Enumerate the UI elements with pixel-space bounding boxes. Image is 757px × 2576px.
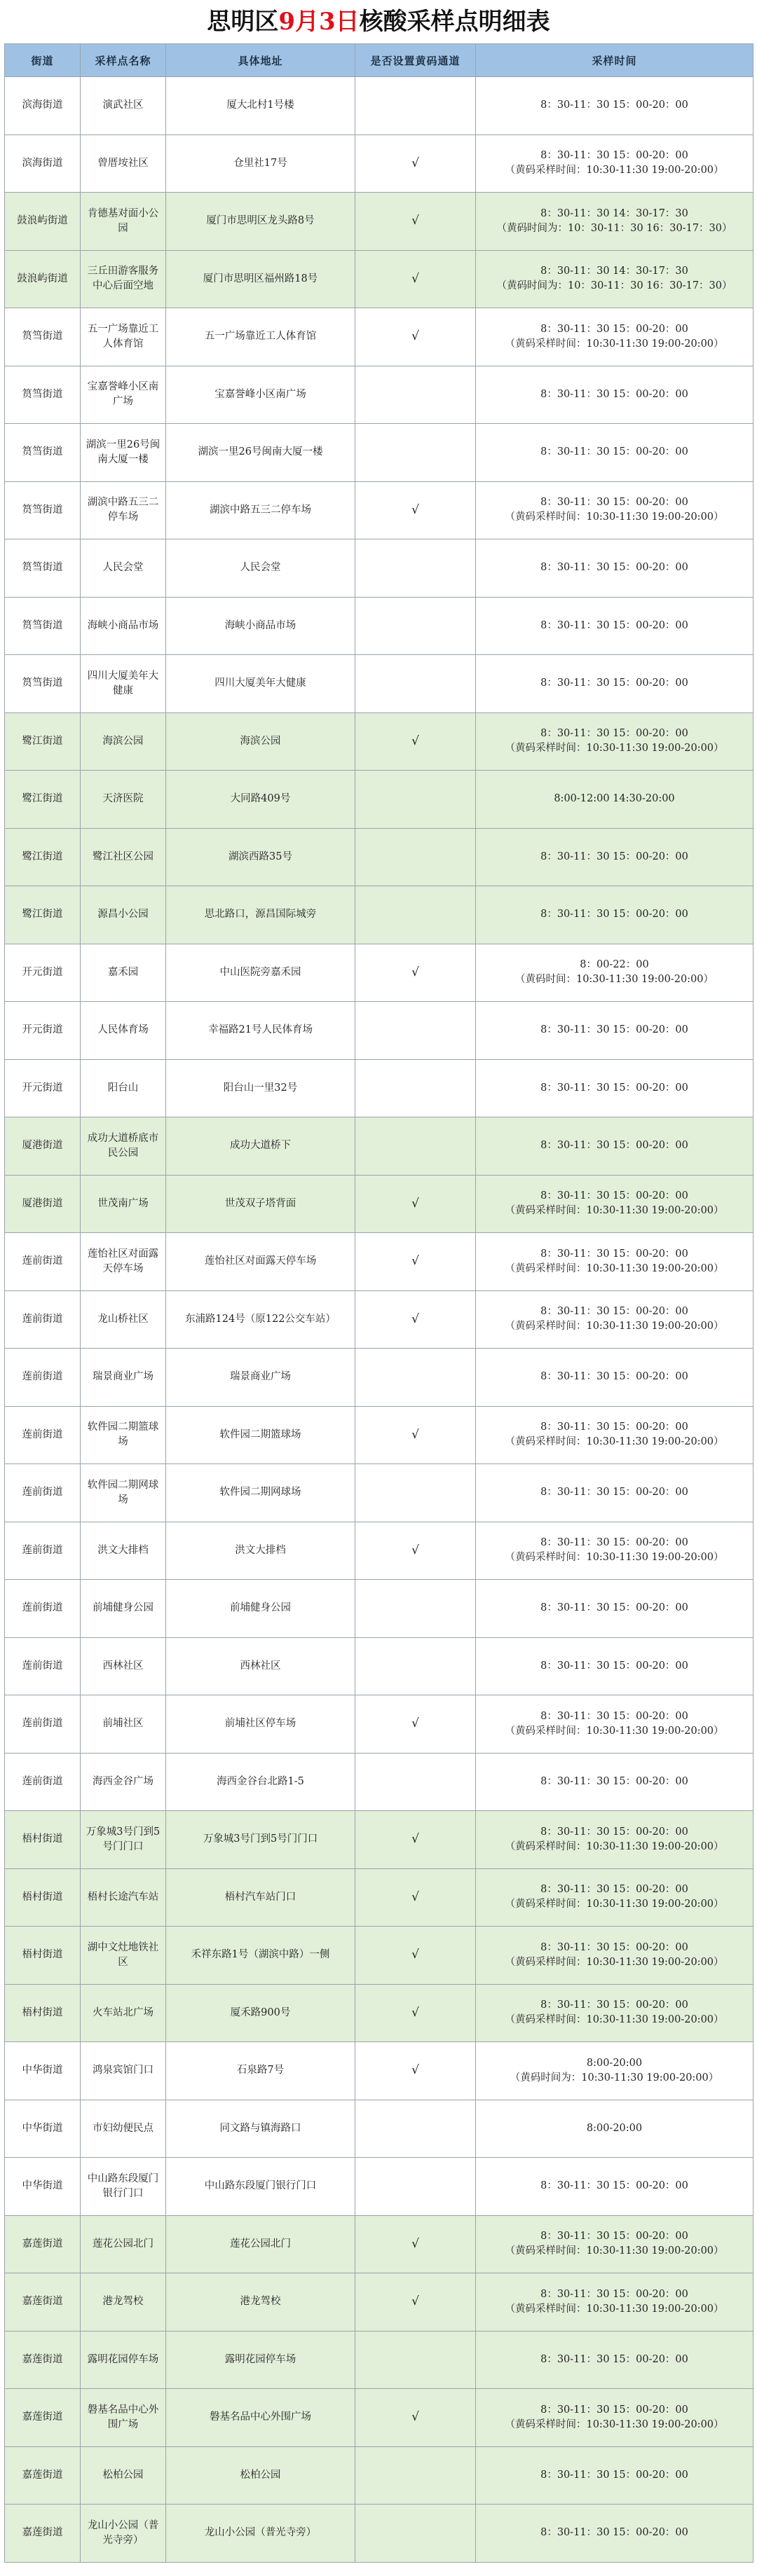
cell-site-name: 软件园二期篮球场: [81, 1406, 166, 1464]
cell-yellow-channel: [355, 2446, 476, 2505]
cell-sampling-time: 8：30-11：30 15：00-20：00 （黄码采样时间：10:30-11:30 19:00-20:00）: [476, 1927, 753, 1985]
cell-site-name: 万象城3号门到5号门门口: [81, 1811, 166, 1869]
table-row: [5, 77, 753, 135]
cell-street: 嘉莲街道: [5, 2273, 81, 2332]
cell-street: 鼓浪屿街道: [5, 250, 81, 308]
cell-address: 洪文大排档: [166, 1522, 355, 1580]
cell-site-name: 港龙驾校: [81, 2273, 166, 2332]
cell-yellow-channel: √: [355, 193, 476, 251]
cell-street: 梧村街道: [5, 1984, 81, 2042]
table-row: [5, 308, 753, 366]
cell-sampling-time: 8：30-11：30 15：00-20：00 （黄码采样时间：10:30-11:30 19:00-20:00）: [476, 1290, 753, 1349]
table-row: [5, 1637, 753, 1695]
cell-yellow-channel: √: [355, 2042, 476, 2100]
cell-sampling-time: 8：30-11：30 15：00-20：00 （黄码采样时间：10:30-11:30 19:00-20:00）: [476, 1233, 753, 1291]
cell-site-name: 磐基名品中心外围广场: [81, 2389, 166, 2447]
cell-address: 湖滨一里26号闽南大厦一楼: [166, 424, 355, 482]
table-row: [5, 193, 753, 251]
cell-site-name: 前埔健身公园: [81, 1580, 166, 1638]
cell-sampling-time: 8:00-20:00 （黄码时间为：10:30-11:30 19:00-20:00）: [476, 2042, 753, 2100]
cell-yellow-channel: √: [355, 308, 476, 366]
cell-sampling-time: 8：30-11：30 15：00-20：00 （黄码采样时间：10:30-11:30 19:00-20:00）: [476, 1406, 753, 1464]
cell-sampling-time: 8：30-11：30 14：30-17：30 （黄码时间为：10：30-11：30 16：30-17：30）: [476, 250, 753, 308]
cell-sampling-time: 8：30-11：30 15：00-20：00: [476, 1002, 753, 1060]
cell-yellow-channel: √: [355, 1233, 476, 1291]
cell-address: 石泉路7号: [166, 2042, 355, 2100]
cell-yellow-channel: [355, 2158, 476, 2216]
cell-yellow-channel: [355, 771, 476, 829]
cell-site-name: 松柏公园: [81, 2446, 166, 2505]
table-row: [5, 2273, 753, 2332]
cell-street: 鹭江街道: [5, 886, 81, 944]
cell-sampling-time: 8：30-11：30 15：00-20：00 （黄码采样时间：10:30-11:30 19:00-20:00）: [476, 1811, 753, 1869]
cell-sampling-time: 8：30-11：30 15：00-20：00: [476, 597, 753, 655]
cell-address: 梧村汽车站门口: [166, 1868, 355, 1927]
cell-street: 筼筜街道: [5, 481, 81, 539]
table-row: [5, 1927, 753, 1985]
cell-site-name: 瑞景商业广场: [81, 1349, 166, 1407]
cell-street: 嘉莲街道: [5, 2389, 81, 2447]
table-row: [5, 1406, 753, 1464]
title-suffix: 核酸采样点明细表: [359, 8, 550, 36]
cell-sampling-time: 8：30-11：30 15：00-20：00: [476, 2505, 753, 2563]
cell-site-name: 海西金谷广场: [81, 1753, 166, 1811]
table-row: [5, 366, 753, 424]
cell-yellow-channel: √: [355, 1984, 476, 2042]
cell-site-name: 洪文大排档: [81, 1522, 166, 1580]
cell-site-name: 莲怡社区对面露天停车场: [81, 1233, 166, 1291]
cell-yellow-channel: √: [355, 1290, 476, 1349]
cell-street: 开元街道: [5, 1002, 81, 1060]
table-row: [5, 1117, 753, 1176]
cell-address: 海滨公园: [166, 712, 355, 771]
header-street: 街道: [5, 44, 81, 77]
sampling-sheet: [4, 0, 753, 2563]
cell-address: 前埔社区停车场: [166, 1695, 355, 1754]
cell-site-name: 人民体育场: [81, 1002, 166, 1060]
table-row: [5, 1984, 753, 2042]
cell-sampling-time: 8：30-11：30 15：00-20：00: [476, 2331, 753, 2389]
cell-site-name: 湖滨中路五三二停车场: [81, 481, 166, 539]
cell-sampling-time: 8：30-11：30 15：00-20：00: [476, 655, 753, 713]
cell-site-name: 软件园二期网球场: [81, 1464, 166, 1522]
title-prefix: 思明区: [207, 8, 279, 36]
cell-yellow-channel: [355, 77, 476, 135]
cell-sampling-time: 8：30-11：30 15：00-20：00 （黄码采样时间：10:30-11:30 19:00-20:00）: [476, 1868, 753, 1927]
table-row: [5, 1059, 753, 1117]
cell-site-name: 五一广场靠近工人体育馆: [81, 308, 166, 366]
cell-sampling-time: 8：30-11：30 15：00-20：00: [476, 77, 753, 135]
table-row: [5, 2446, 753, 2505]
cell-address: 厦门市思明区福州路18号: [166, 250, 355, 308]
cell-street: 莲前街道: [5, 1753, 81, 1811]
table-row: [5, 1522, 753, 1580]
cell-yellow-channel: [355, 597, 476, 655]
cell-address: 厦大北村1号楼: [166, 77, 355, 135]
cell-address: 阳台山一里32号: [166, 1059, 355, 1117]
cell-street: 筼筜街道: [5, 539, 81, 598]
sampling-table: [4, 43, 753, 2563]
cell-sampling-time: 8：00-22：00 （黄码时间：10:30-11:30 19:00-20:00）: [476, 944, 753, 1002]
cell-site-name: 三丘田游客服务中心后面空地: [81, 250, 166, 308]
cell-address: 中山路东段厦门银行门口: [166, 2158, 355, 2216]
cell-site-name: 火车站北广场: [81, 1984, 166, 2042]
cell-address: 大同路409号: [166, 771, 355, 829]
table-row: [5, 2042, 753, 2100]
cell-yellow-channel: √: [355, 2215, 476, 2273]
cell-street: 中华街道: [5, 2100, 81, 2158]
cell-street: 嘉莲街道: [5, 2446, 81, 2505]
cell-address: 莲花公园北门: [166, 2215, 355, 2273]
cell-site-name: 肯德基对面小公园: [81, 193, 166, 251]
cell-address: 成功大道桥下: [166, 1117, 355, 1176]
cell-yellow-channel: [355, 655, 476, 713]
cell-address: 港龙驾校: [166, 2273, 355, 2332]
cell-address: 世茂双子塔背面: [166, 1175, 355, 1233]
table-row: [5, 1002, 753, 1060]
cell-site-name: 西林社区: [81, 1637, 166, 1695]
cell-street: 鼓浪屿街道: [5, 193, 81, 251]
cell-yellow-channel: [355, 1117, 476, 1176]
table-row: [5, 1349, 753, 1407]
cell-street: 梧村街道: [5, 1868, 81, 1927]
cell-street: 厦港街道: [5, 1175, 81, 1233]
table-row: [5, 1868, 753, 1927]
table-row: [5, 771, 753, 829]
cell-address: 厦禾路900号: [166, 1984, 355, 2042]
cell-address: 海峡小商品市场: [166, 597, 355, 655]
cell-yellow-channel: √: [355, 1406, 476, 1464]
table-row: [5, 1464, 753, 1522]
table-row: [5, 886, 753, 944]
cell-address: 莲怡社区对面露天停车场: [166, 1233, 355, 1291]
cell-yellow-channel: √: [355, 481, 476, 539]
cell-site-name: 露明花园停车场: [81, 2331, 166, 2389]
cell-address: 露明花园停车场: [166, 2331, 355, 2389]
table-row: [5, 1811, 753, 1869]
cell-street: 嘉莲街道: [5, 2215, 81, 2273]
cell-street: 莲前街道: [5, 1290, 81, 1349]
cell-address: 禾祥东路1号（湖滨中路）一侧: [166, 1927, 355, 1985]
cell-sampling-time: 8：30-11：30 15：00-20：00: [476, 828, 753, 886]
cell-site-name: 梧村长途汽车站: [81, 1868, 166, 1927]
cell-address: 前埔健身公园: [166, 1580, 355, 1638]
cell-yellow-channel: [355, 1753, 476, 1811]
cell-sampling-time: 8：30-11：30 15：00-20：00 （黄码采样时间：10:30-11:30 19:00-20:00）: [476, 712, 753, 771]
cell-yellow-channel: √: [355, 1927, 476, 1985]
cell-site-name: 海峡小商品市场: [81, 597, 166, 655]
cell-yellow-channel: √: [355, 1522, 476, 1580]
cell-yellow-channel: √: [355, 2273, 476, 2332]
cell-address: 万象城3号门到5号门门口: [166, 1811, 355, 1869]
table-row: [5, 1233, 753, 1291]
cell-sampling-time: 8：30-11：30 14：30-17：30 （黄码时间为：10：30-11：30 16：30-17：30）: [476, 193, 753, 251]
cell-address: 仓里社17号: [166, 135, 355, 193]
cell-sampling-time: 8：30-11：30 15：00-20：00: [476, 2446, 753, 2505]
title-date: 9月3日: [278, 8, 360, 36]
table-row: [5, 1290, 753, 1349]
cell-sampling-time: 8：30-11：30 15：00-20：00: [476, 424, 753, 482]
cell-site-name: 龙山桥社区: [81, 1290, 166, 1349]
table-row: [5, 481, 753, 539]
cell-yellow-channel: √: [355, 944, 476, 1002]
cell-sampling-time: 8：30-11：30 15：00-20：00 （黄码采样时间：10:30-11:30 19:00-20:00）: [476, 1175, 753, 1233]
cell-yellow-channel: [355, 2331, 476, 2389]
cell-sampling-time: 8：30-11：30 15：00-20：00 （黄码采样时间：10:30-11:30 19:00-20:00）: [476, 2273, 753, 2332]
cell-site-name: 龙山小公园（普光寺旁）: [81, 2505, 166, 2563]
cell-address: 四川大厦美年大健康: [166, 655, 355, 713]
table-row: [5, 2331, 753, 2389]
cell-street: 莲前街道: [5, 1522, 81, 1580]
cell-address: 东浦路124号（原122公交车站）: [166, 1290, 355, 1349]
cell-sampling-time: 8：30-11：30 15：00-20：00 （黄码采样时间：10:30-11:30 19:00-20:00）: [476, 1984, 753, 2042]
table-row: [5, 2215, 753, 2273]
page-title: [4, 0, 753, 43]
cell-street: 中华街道: [5, 2158, 81, 2216]
cell-address: 松柏公园: [166, 2446, 355, 2505]
table-row: [5, 2100, 753, 2158]
cell-site-name: 前埔社区: [81, 1695, 166, 1754]
cell-site-name: 市妇幼便民点: [81, 2100, 166, 2158]
table-row: [5, 828, 753, 886]
cell-street: 中华街道: [5, 2042, 81, 2100]
cell-sampling-time: 8：30-11：30 15：00-20：00: [476, 1464, 753, 1522]
cell-site-name: 四川大厦美年大健康: [81, 655, 166, 713]
table-row: [5, 1175, 753, 1233]
cell-site-name: 演武社区: [81, 77, 166, 135]
header-sampling-time: 采样时间: [476, 44, 753, 77]
cell-yellow-channel: [355, 2505, 476, 2563]
cell-yellow-channel: √: [355, 1811, 476, 1869]
header-site-name: 采样点名称: [81, 44, 166, 77]
cell-sampling-time: 8：30-11：30 15：00-20：00 （黄码采样时间：10:30-11:30 19:00-20:00）: [476, 481, 753, 539]
cell-sampling-time: 8：30-11：30 15：00-20：00: [476, 2158, 753, 2216]
cell-site-name: 宝嘉誉峰小区南广场: [81, 366, 166, 424]
cell-site-name: 天济医院: [81, 771, 166, 829]
table-row: [5, 655, 753, 713]
table-row: [5, 1580, 753, 1638]
cell-site-name: 湖中文灶地铁社区: [81, 1927, 166, 1985]
table-body: [5, 77, 753, 2563]
table-row: [5, 539, 753, 598]
cell-yellow-channel: [355, 1349, 476, 1407]
cell-street: 梧村街道: [5, 1927, 81, 1985]
cell-yellow-channel: [355, 539, 476, 598]
cell-address: 人民会堂: [166, 539, 355, 598]
cell-yellow-channel: [355, 828, 476, 886]
cell-street: 厦港街道: [5, 1117, 81, 1176]
cell-street: 莲前街道: [5, 1406, 81, 1464]
cell-sampling-time: 8：30-11：30 15：00-20：00 （黄码采样时间：10:30-11:30 19:00-20:00）: [476, 1695, 753, 1754]
cell-sampling-time: 8:00-20:00: [476, 2100, 753, 2158]
cell-street: 嘉莲街道: [5, 2505, 81, 2563]
cell-sampling-time: 8：30-11：30 15：00-20：00: [476, 1349, 753, 1407]
header-row: [5, 44, 753, 77]
cell-address: 软件园二期篮球场: [166, 1406, 355, 1464]
cell-site-name: 鸿泉宾馆门口: [81, 2042, 166, 2100]
table-row: [5, 2389, 753, 2447]
cell-yellow-channel: √: [355, 1175, 476, 1233]
table-row: [5, 712, 753, 771]
cell-street: 梧村街道: [5, 1811, 81, 1869]
table-row: [5, 1695, 753, 1754]
table-row: [5, 2505, 753, 2563]
cell-yellow-channel: [355, 1059, 476, 1117]
cell-sampling-time: 8：30-11：30 15：00-20：00: [476, 1637, 753, 1695]
cell-yellow-channel: [355, 1464, 476, 1522]
cell-sampling-time: 8：30-11：30 15：00-20：00: [476, 886, 753, 944]
cell-address: 湖滨中路五三二停车场: [166, 481, 355, 539]
cell-site-name: 世茂南广场: [81, 1175, 166, 1233]
cell-address: 龙山小公园（普光寺旁）: [166, 2505, 355, 2563]
cell-sampling-time: 8：30-11：30 15：00-20：00: [476, 539, 753, 598]
header-address: 具体地址: [166, 44, 355, 77]
cell-street: 滨海街道: [5, 135, 81, 193]
cell-site-name: 曾厝垵社区: [81, 135, 166, 193]
cell-street: 莲前街道: [5, 1464, 81, 1522]
cell-street: 筼筜街道: [5, 366, 81, 424]
cell-street: 筼筜街道: [5, 424, 81, 482]
cell-site-name: 成功大道桥底市民公园: [81, 1117, 166, 1176]
cell-yellow-channel: [355, 1002, 476, 1060]
cell-site-name: 嘉禾园: [81, 944, 166, 1002]
cell-yellow-channel: [355, 1580, 476, 1638]
cell-site-name: 海滨公园: [81, 712, 166, 771]
cell-site-name: 人民会堂: [81, 539, 166, 598]
cell-sampling-time: 8：30-11：30 15：00-20：00: [476, 1580, 753, 1638]
cell-address: 思北路口，源昌国际城旁: [166, 886, 355, 944]
table-row: [5, 2158, 753, 2216]
cell-yellow-channel: [355, 366, 476, 424]
cell-street: 开元街道: [5, 944, 81, 1002]
cell-sampling-time: 8：30-11：30 15：00-20：00 （黄码采样时间：10:30-11:30 19:00-20:00）: [476, 308, 753, 366]
cell-street: 莲前街道: [5, 1349, 81, 1407]
cell-address: 磐基名品中心外围广场: [166, 2389, 355, 2447]
cell-address: 厦门市思明区龙头路8号: [166, 193, 355, 251]
cell-street: 筼筜街道: [5, 308, 81, 366]
cell-address: 宝嘉誉峰小区南广场: [166, 366, 355, 424]
cell-yellow-channel: √: [355, 1695, 476, 1754]
cell-sampling-time: 8：30-11：30 15：00-20：00 （黄码采样时间：10:30-11:30 19:00-20:00）: [476, 135, 753, 193]
cell-yellow-channel: √: [355, 1868, 476, 1927]
cell-sampling-time: 8：30-11：30 15：00-20：00: [476, 1117, 753, 1176]
cell-site-name: 源昌小公园: [81, 886, 166, 944]
cell-yellow-channel: [355, 1637, 476, 1695]
cell-yellow-channel: [355, 424, 476, 482]
cell-yellow-channel: √: [355, 2389, 476, 2447]
cell-sampling-time: 8：30-11：30 15：00-20：00 （黄码采样时间：10:30-11:30 19:00-20:00）: [476, 2215, 753, 2273]
cell-site-name: 阳台山: [81, 1059, 166, 1117]
cell-yellow-channel: √: [355, 135, 476, 193]
cell-address: 西林社区: [166, 1637, 355, 1695]
table-row: [5, 944, 753, 1002]
cell-sampling-time: 8：30-11：30 15：00-20：00 （黄码采样时间：10:30-11:30 19:00-20:00）: [476, 1522, 753, 1580]
cell-street: 开元街道: [5, 1059, 81, 1117]
cell-yellow-channel: [355, 2100, 476, 2158]
cell-street: 嘉莲街道: [5, 2331, 81, 2389]
cell-address: 中山医院旁嘉禾园: [166, 944, 355, 1002]
cell-street: 鹭江街道: [5, 771, 81, 829]
cell-sampling-time: 8：30-11：30 15：00-20：00: [476, 366, 753, 424]
cell-site-name: 湖滨一里26号闽南大厦一楼: [81, 424, 166, 482]
cell-address: 湖滨西路35号: [166, 828, 355, 886]
cell-street: 筼筜街道: [5, 597, 81, 655]
cell-address: 软件园二期网球场: [166, 1464, 355, 1522]
cell-address: 幸福路21号人民体育场: [166, 1002, 355, 1060]
cell-street: 莲前街道: [5, 1637, 81, 1695]
table-row: [5, 135, 753, 193]
table-row: [5, 1753, 753, 1811]
cell-yellow-channel: [355, 886, 476, 944]
header-yellow-channel: 是否设置黄码通道: [355, 44, 476, 77]
cell-sampling-time: 8：30-11：30 15：00-20：00 （黄码采样时间：10:30-11:30 19:00-20:00）: [476, 2389, 753, 2447]
cell-street: 筼筜街道: [5, 655, 81, 713]
table-row: [5, 597, 753, 655]
table-row: [5, 424, 753, 482]
cell-street: 莲前街道: [5, 1695, 81, 1754]
cell-sampling-time: 8：30-11：30 15：00-20：00: [476, 1059, 753, 1117]
cell-sampling-time: 8：30-11：30 15：00-20：00: [476, 1753, 753, 1811]
cell-yellow-channel: √: [355, 250, 476, 308]
cell-site-name: 鹭江社区公园: [81, 828, 166, 886]
cell-sampling-time: 8:00-12:00 14:30-20:00: [476, 771, 753, 829]
cell-site-name: 莲花公园北门: [81, 2215, 166, 2273]
cell-street: 鹭江街道: [5, 712, 81, 771]
cell-address: 五一广场靠近工人体育馆: [166, 308, 355, 366]
cell-yellow-channel: √: [355, 712, 476, 771]
cell-street: 鹭江街道: [5, 828, 81, 886]
cell-street: 滨海街道: [5, 77, 81, 135]
table-row: [5, 250, 753, 308]
cell-address: 海西金谷台北路1-5: [166, 1753, 355, 1811]
cell-address: 瑞景商业广场: [166, 1349, 355, 1407]
cell-street: 莲前街道: [5, 1580, 81, 1638]
cell-street: 莲前街道: [5, 1233, 81, 1291]
cell-site-name: 中山路东段厦门银行门口: [81, 2158, 166, 2216]
cell-address: 同文路与镇海路口: [166, 2100, 355, 2158]
